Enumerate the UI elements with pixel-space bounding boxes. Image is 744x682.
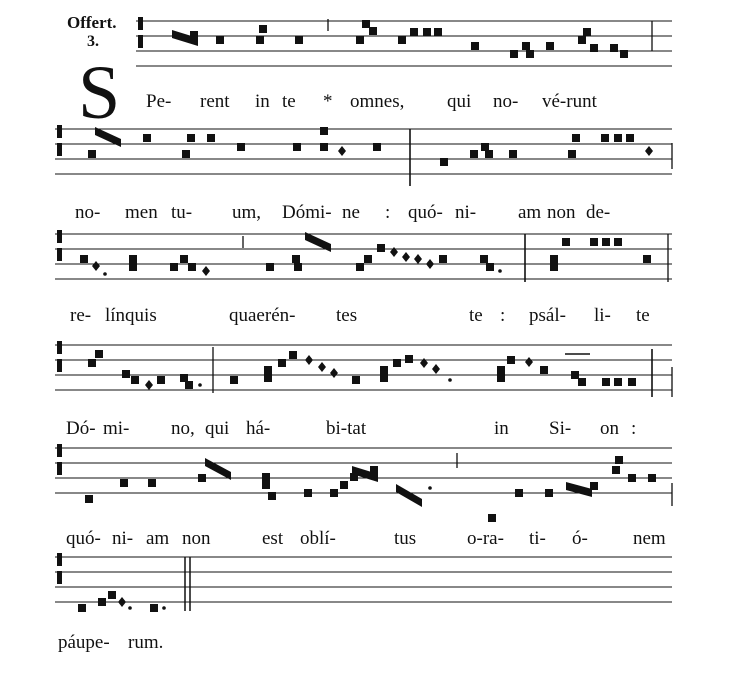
c-clef xyxy=(57,571,62,584)
punctum-note xyxy=(129,255,137,263)
punctum-note xyxy=(602,378,610,386)
punctum-note xyxy=(545,489,553,497)
punctum-note xyxy=(497,374,505,382)
punctum-note xyxy=(259,25,267,33)
rhombus-note xyxy=(202,266,210,276)
punctum-note xyxy=(340,481,348,489)
punctum-note xyxy=(515,489,523,497)
punctum-note xyxy=(262,481,270,489)
punctum-note xyxy=(540,366,548,374)
punctum-note xyxy=(509,150,517,158)
punctum-note xyxy=(278,359,286,367)
rhombus-note xyxy=(426,259,434,269)
c-clef xyxy=(57,143,62,156)
rhombus-note xyxy=(338,146,346,156)
porrectus-neume xyxy=(396,484,422,507)
punctum-note xyxy=(628,474,636,482)
punctum-note xyxy=(330,489,338,497)
lyric-syllable: in xyxy=(255,91,270,112)
punctum-note xyxy=(410,28,418,36)
punctum-note xyxy=(590,482,598,490)
rhombus-note xyxy=(318,362,326,372)
punctum-note xyxy=(295,36,303,44)
punctum-note xyxy=(98,598,106,606)
punctum-note xyxy=(440,158,448,166)
punctum-note xyxy=(380,366,388,374)
punctum-note xyxy=(157,376,165,384)
punctum-note xyxy=(262,473,270,481)
punctum-note xyxy=(150,604,158,612)
lyric-syllable: bi-tat xyxy=(326,418,367,439)
mora-dot xyxy=(498,269,502,273)
punctum-note xyxy=(590,238,598,246)
lyric-syllable: men xyxy=(125,202,158,223)
lyric-syllable: est xyxy=(262,528,284,549)
c-clef xyxy=(57,341,62,354)
punctum-note xyxy=(602,238,610,246)
lyric-syllable: psál- xyxy=(529,305,566,326)
porrectus-neume xyxy=(205,458,231,480)
mora-dot xyxy=(428,486,432,490)
punctum-note xyxy=(578,36,586,44)
lyric-syllable: Dómi- xyxy=(282,202,332,223)
punctum-note xyxy=(80,255,88,263)
rhombus-note xyxy=(432,364,440,374)
punctum-note xyxy=(131,376,139,384)
lyric-syllable: ni- xyxy=(455,202,477,223)
punctum-note xyxy=(614,238,622,246)
punctum-note xyxy=(562,238,570,246)
punctum-note xyxy=(95,350,103,358)
lyric-colon: : xyxy=(500,305,506,326)
punctum-note xyxy=(614,378,622,386)
punctum-note xyxy=(423,28,431,36)
punctum-note xyxy=(568,150,576,158)
lyric-syllable: ne xyxy=(342,202,360,223)
punctum-note xyxy=(198,474,206,482)
punctum-note xyxy=(481,143,489,151)
punctum-note xyxy=(292,255,300,263)
punctum-note xyxy=(628,378,636,386)
lyric-syllable: re- xyxy=(70,305,92,326)
punctum-note xyxy=(364,255,372,263)
punctum-note xyxy=(266,263,274,271)
lyric-syllable: no- xyxy=(493,91,519,112)
rhombus-note xyxy=(414,254,422,264)
lyric-syllable: Pe- xyxy=(146,91,172,112)
punctum-note xyxy=(488,514,496,522)
punctum-note xyxy=(268,492,276,500)
punctum-note xyxy=(370,466,378,474)
lyric-syllable: rent xyxy=(200,91,230,112)
punctum-note xyxy=(182,150,190,158)
lyric-colon: : xyxy=(385,202,391,223)
punctum-note xyxy=(148,479,156,487)
punctum-note xyxy=(393,359,401,367)
rhombus-note xyxy=(118,597,126,607)
lyric-syllable: línquis xyxy=(105,305,157,326)
rhombus-note xyxy=(305,355,313,365)
lyric-syllable: ni- xyxy=(112,528,134,549)
lyric-syllable: omnes, xyxy=(350,91,405,112)
rhombus-note xyxy=(525,357,533,367)
punctum-note xyxy=(320,143,328,151)
punctum-note xyxy=(572,134,580,142)
lyric-syllable: non xyxy=(547,202,576,223)
punctum-note xyxy=(362,20,370,28)
punctum-note xyxy=(356,263,364,271)
c-clef xyxy=(57,553,62,566)
punctum-note xyxy=(88,150,96,158)
mode-label-genre: Offert. xyxy=(67,13,117,32)
punctum-note xyxy=(256,36,264,44)
punctum-note xyxy=(610,44,618,52)
punctum-note xyxy=(188,263,196,271)
c-clef xyxy=(57,462,62,475)
lyric-syllable: quó- xyxy=(66,528,101,549)
punctum-note xyxy=(237,143,245,151)
lyric-colon: : xyxy=(631,418,637,439)
lyric-syllable: o-ra- xyxy=(467,528,504,549)
punctum-note xyxy=(78,604,86,612)
rhombus-note xyxy=(92,261,100,271)
punctum-note xyxy=(185,381,193,389)
punctum-note xyxy=(264,374,272,382)
mora-dot xyxy=(198,383,202,387)
punctum-note xyxy=(612,466,620,474)
lyric-syllable: há- xyxy=(246,418,271,439)
punctum-note xyxy=(377,244,385,252)
mora-dot xyxy=(103,272,107,276)
initial-letter: S xyxy=(78,51,121,135)
punctum-note xyxy=(85,495,93,503)
punctum-note xyxy=(601,134,609,142)
punctum-note xyxy=(180,374,188,382)
punctum-note xyxy=(180,255,188,263)
rhombus-note xyxy=(402,252,410,262)
lyric-syllable: mi- xyxy=(103,418,130,439)
mode-label-number: 3. xyxy=(87,33,99,50)
lyric-syllable: nem xyxy=(633,528,666,549)
punctum-note xyxy=(550,263,558,271)
punctum-note xyxy=(471,42,479,50)
punctum-note xyxy=(470,150,478,158)
punctum-note xyxy=(190,31,198,39)
punctum-note xyxy=(405,355,413,363)
lyric-syllable: ó- xyxy=(572,528,588,549)
punctum-note xyxy=(398,36,406,44)
lyric-syllable: non xyxy=(182,528,211,549)
punctum-note xyxy=(369,27,377,35)
punctum-note xyxy=(522,42,530,50)
c-clef xyxy=(57,230,62,243)
lyric-syllable: te xyxy=(636,305,650,326)
punctum-note xyxy=(507,356,515,364)
mora-dot xyxy=(128,606,132,610)
punctum-note xyxy=(356,36,364,44)
punctum-note xyxy=(320,127,328,135)
punctum-note xyxy=(143,134,151,142)
punctum-note xyxy=(620,50,628,58)
c-clef xyxy=(57,248,62,261)
punctum-note xyxy=(626,134,634,142)
c-clef xyxy=(57,125,62,138)
lyric-syllable: tes xyxy=(336,305,358,326)
punctum-note xyxy=(207,134,215,142)
punctum-note xyxy=(439,255,447,263)
punctum-note xyxy=(550,255,558,263)
punctum-note xyxy=(187,134,195,142)
punctum-note xyxy=(526,50,534,58)
punctum-note xyxy=(497,366,505,374)
punctum-note xyxy=(510,50,518,58)
punctum-note xyxy=(583,28,591,36)
punctum-note xyxy=(122,370,130,378)
lyric-syllable: quaerén- xyxy=(229,305,296,326)
mora-dot xyxy=(448,378,452,382)
lyric-syllable: te xyxy=(282,91,296,112)
lyric-syllable: vé-runt xyxy=(542,91,597,112)
punctum-note xyxy=(380,374,388,382)
lyric-syllable: qui xyxy=(205,418,230,439)
punctum-note xyxy=(120,479,128,487)
punctum-note xyxy=(373,143,381,151)
punctum-note xyxy=(480,255,488,263)
mora-dot xyxy=(162,606,166,610)
lyric-syllable: no- xyxy=(75,202,101,223)
lyric-syllable: quó- xyxy=(408,202,443,223)
punctum-note xyxy=(294,263,302,271)
c-clef xyxy=(57,444,62,457)
lyric-syllable: tu- xyxy=(171,202,193,223)
lyric-syllable: qui xyxy=(447,91,472,112)
punctum-note xyxy=(108,591,116,599)
lyric-syllable: tus xyxy=(394,528,417,549)
punctum-note xyxy=(170,263,178,271)
punctum-note xyxy=(643,255,651,263)
lyric-syllable: in xyxy=(494,418,509,439)
punctum-note xyxy=(546,42,554,50)
punctum-note xyxy=(293,143,301,151)
punctum-note xyxy=(590,44,598,52)
lyric-syllable: ti- xyxy=(529,528,546,549)
punctum-note xyxy=(230,376,238,384)
rhombus-note xyxy=(330,368,338,378)
rhombus-note xyxy=(145,380,153,390)
lyric-syllable: rum. xyxy=(128,632,164,653)
punctum-note xyxy=(289,351,297,359)
rhombus-note xyxy=(645,146,653,156)
lyric-syllable: Dó- xyxy=(66,418,96,439)
punctum-note xyxy=(352,376,360,384)
punctum-note xyxy=(615,456,623,464)
lyric-syllable: on xyxy=(600,418,619,439)
lyric-syllable: um, xyxy=(232,202,262,223)
c-clef xyxy=(57,359,62,372)
punctum-note xyxy=(485,150,493,158)
punctum-note xyxy=(434,28,442,36)
punctum-note xyxy=(216,36,224,44)
porrectus-neume xyxy=(566,482,592,497)
lyric-syllable: Si- xyxy=(549,418,572,439)
punctum-note xyxy=(304,489,312,497)
lyric-syllable: de- xyxy=(586,202,611,223)
lyric-syllable: te xyxy=(469,305,483,326)
punctum-note xyxy=(571,371,579,379)
lyric-syllable: am xyxy=(146,528,170,549)
punctum-note xyxy=(88,359,96,367)
lyric-syllable: páupe- xyxy=(58,632,110,653)
punctum-note xyxy=(129,263,137,271)
lyric-syllable: no, xyxy=(171,418,195,439)
punctum-note xyxy=(486,263,494,271)
lyric-asterisk: * xyxy=(323,91,333,112)
punctum-note xyxy=(648,474,656,482)
lyric-syllable: am xyxy=(518,202,542,223)
lyric-syllable: li- xyxy=(594,305,611,326)
punctum-note xyxy=(264,366,272,374)
c-clef xyxy=(138,35,143,48)
punctum-note xyxy=(578,378,586,386)
c-clef xyxy=(138,17,143,30)
lyric-syllable: oblí- xyxy=(300,528,336,549)
punctum-note xyxy=(614,134,622,142)
